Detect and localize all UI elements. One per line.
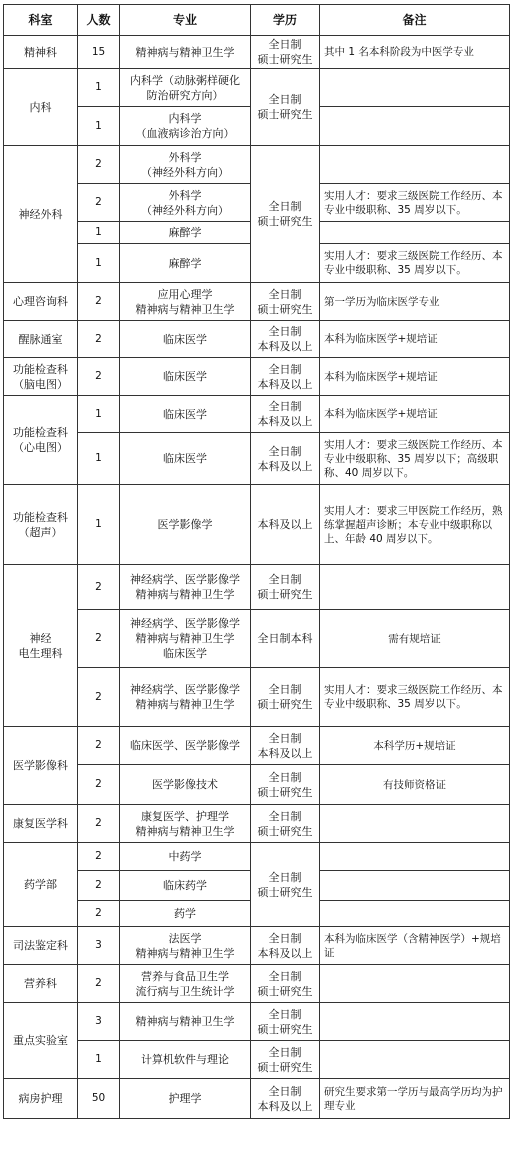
count-cell: 2	[78, 727, 120, 765]
major-cell: 临床医学、医学影像学	[120, 727, 251, 765]
count-cell: 1	[78, 396, 120, 433]
note-cell	[320, 146, 510, 184]
count-cell: 2	[78, 321, 120, 358]
dept-cell: 神经 电生理科	[4, 565, 78, 727]
education-cell: 全日制 本科及以上	[251, 927, 320, 965]
education-cell: 全日制 硕士研究生	[251, 283, 320, 321]
note-cell	[320, 565, 510, 610]
count-cell: 1	[78, 244, 120, 283]
note-cell: 需有规培证	[320, 610, 510, 668]
count-cell: 2	[78, 668, 120, 727]
major-cell: 神经病学、医学影像学 精神病与精神卫生学	[120, 565, 251, 610]
note-cell: 本科学历+规培证	[320, 727, 510, 765]
dept-cell: 精神科	[4, 36, 78, 69]
note-cell: 实用人才：要求三级医院工作经历、本专业中级职称、35 周岁以下。	[320, 184, 510, 222]
major-cell: 外科学 （神经外科方向）	[120, 184, 251, 222]
count-cell: 2	[78, 358, 120, 396]
count-cell: 1	[78, 433, 120, 485]
education-cell: 全日制 硕士研究生	[251, 69, 320, 146]
note-cell: 实用人才：要求三级医院工作经历、本专业中级职称、35 周岁以下；高级职称、40 周岁以下。	[320, 433, 510, 485]
major-cell: 中药学	[120, 843, 251, 871]
major-cell: 临床医学	[120, 396, 251, 433]
education-cell: 全日制 硕士研究生	[251, 843, 320, 927]
note-cell	[320, 107, 510, 146]
table-row	[4, 1041, 510, 1079]
count-cell: 3	[78, 927, 120, 965]
count-cell: 1	[78, 69, 120, 107]
note-cell	[320, 1003, 510, 1041]
major-cell: 营养与食品卫生学 流行病与卫生统计学	[120, 965, 251, 1003]
note-cell: 本科为临床医学+规培证	[320, 396, 510, 433]
major-cell: 外科学 （神经外科方向）	[120, 146, 251, 184]
count-cell: 2	[78, 610, 120, 668]
note-cell	[320, 901, 510, 927]
table-row	[4, 1003, 510, 1041]
note-cell: 实用人才：要求三级医院工作经历、本专业中级职称、35 周岁以下。	[320, 668, 510, 727]
education-cell: 全日制本科	[251, 610, 320, 668]
education-cell: 全日制 硕士研究生	[251, 146, 320, 283]
count-cell: 2	[78, 871, 120, 901]
table-row	[4, 69, 510, 107]
note-cell: 实用人才：要求三甲医院工作经历，熟练掌握超声诊断；本专业中级职称以上、年龄 40 周岁以下。	[320, 485, 510, 565]
major-cell: 精神病与精神卫生学	[120, 36, 251, 69]
table-row	[4, 668, 510, 727]
table-row	[4, 433, 510, 485]
education-cell: 全日制 硕士研究生	[251, 765, 320, 805]
header-education: 学历	[251, 5, 320, 36]
major-cell: 临床医学	[120, 358, 251, 396]
major-cell: 麻醉学	[120, 244, 251, 283]
education-cell: 全日制 硕士研究生	[251, 965, 320, 1003]
note-cell	[320, 965, 510, 1003]
count-cell: 1	[78, 1041, 120, 1079]
header-note: 备注	[320, 5, 510, 36]
table-row	[4, 485, 510, 565]
count-cell: 2	[78, 765, 120, 805]
major-cell: 临床医学	[120, 321, 251, 358]
education-cell: 全日制 硕士研究生	[251, 668, 320, 727]
major-cell: 神经病学、医学影像学 精神病与精神卫生学 临床医学	[120, 610, 251, 668]
major-cell: 法医学 精神病与精神卫生学	[120, 927, 251, 965]
count-cell: 50	[78, 1079, 120, 1119]
note-cell: 第一学历为临床医学专业	[320, 283, 510, 321]
note-cell: 本科为临床医学+规培证	[320, 358, 510, 396]
major-cell: 医学影像学	[120, 485, 251, 565]
major-cell: 医学影像技术	[120, 765, 251, 805]
count-cell: 2	[78, 283, 120, 321]
major-cell: 计算机软件与理论	[120, 1041, 251, 1079]
note-cell: 研究生要求第一学历与最高学历均为护理专业	[320, 1079, 510, 1119]
table-row	[4, 396, 510, 433]
table-row	[4, 36, 510, 69]
education-cell: 全日制 本科及以上	[251, 396, 320, 433]
note-cell	[320, 222, 510, 244]
note-cell	[320, 1041, 510, 1079]
table-row	[4, 843, 510, 871]
education-cell: 全日制 硕士研究生	[251, 36, 320, 69]
table-row	[4, 321, 510, 358]
education-cell: 全日制 本科及以上	[251, 727, 320, 765]
count-cell: 1	[78, 107, 120, 146]
header-major: 专业	[120, 5, 251, 36]
header-count: 人数	[78, 5, 120, 36]
count-cell: 2	[78, 146, 120, 184]
table-row	[4, 283, 510, 321]
major-cell: 精神病与精神卫生学	[120, 1003, 251, 1041]
note-cell: 本科为临床医学（含精神医学）+规培证	[320, 927, 510, 965]
major-cell: 内科学（动脉粥样硬化 防治研究方向）	[120, 69, 251, 107]
table-row	[4, 805, 510, 843]
table-row	[4, 565, 510, 610]
major-cell: 康复医学、护理学 精神病与精神卫生学	[120, 805, 251, 843]
education-cell: 本科及以上	[251, 485, 320, 565]
dept-cell: 司法鉴定科	[4, 927, 78, 965]
dept-cell: 病房护理	[4, 1079, 78, 1119]
table-row	[4, 610, 510, 668]
note-cell	[320, 843, 510, 871]
dept-cell: 医学影像科	[4, 727, 78, 805]
note-cell: 实用人才：要求三级医院工作经历、本专业中级职称、35 周岁以下。	[320, 244, 510, 283]
table-row	[4, 1079, 510, 1119]
education-cell: 全日制 硕士研究生	[251, 1003, 320, 1041]
count-cell: 2	[78, 843, 120, 871]
major-cell: 临床药学	[120, 871, 251, 901]
dept-cell: 功能检查科 （心电图）	[4, 396, 78, 485]
note-cell: 本科为临床医学+规培证	[320, 321, 510, 358]
major-cell: 应用心理学 精神病与精神卫生学	[120, 283, 251, 321]
count-cell: 2	[78, 965, 120, 1003]
education-cell: 全日制 本科及以上	[251, 358, 320, 396]
dept-cell: 内科	[4, 69, 78, 146]
major-cell: 临床医学	[120, 433, 251, 485]
dept-cell: 神经外科	[4, 146, 78, 283]
note-cell: 其中 1 名本科阶段为中医学专业	[320, 36, 510, 69]
count-cell: 1	[78, 222, 120, 244]
count-cell: 15	[78, 36, 120, 69]
count-cell: 1	[78, 485, 120, 565]
header-dept: 科室	[4, 5, 78, 36]
major-cell: 麻醉学	[120, 222, 251, 244]
count-cell: 2	[78, 805, 120, 843]
recruitment-table	[3, 4, 510, 1119]
note-cell	[320, 69, 510, 107]
dept-cell: 康复医学科	[4, 805, 78, 843]
table-row	[4, 765, 510, 805]
count-cell: 2	[78, 565, 120, 610]
dept-cell: 功能检查科 （脑电图）	[4, 358, 78, 396]
table-row	[4, 965, 510, 1003]
dept-cell: 醒脉通室	[4, 321, 78, 358]
major-cell: 内科学 （血液病诊治方向）	[120, 107, 251, 146]
education-cell: 全日制 本科及以上	[251, 1079, 320, 1119]
count-cell: 3	[78, 1003, 120, 1041]
major-cell: 药学	[120, 901, 251, 927]
header-row	[4, 5, 510, 36]
note-cell: 有技师资格证	[320, 765, 510, 805]
dept-cell: 药学部	[4, 843, 78, 927]
count-cell: 2	[78, 184, 120, 222]
table-row	[4, 358, 510, 396]
note-cell	[320, 805, 510, 843]
table-row	[4, 146, 510, 184]
education-cell: 全日制 硕士研究生	[251, 805, 320, 843]
count-cell: 2	[78, 901, 120, 927]
table-row	[4, 927, 510, 965]
table-row	[4, 727, 510, 765]
dept-cell: 营养科	[4, 965, 78, 1003]
major-cell: 神经病学、医学影像学 精神病与精神卫生学	[120, 668, 251, 727]
education-cell: 全日制 硕士研究生	[251, 565, 320, 610]
education-cell: 全日制 本科及以上	[251, 433, 320, 485]
education-cell: 全日制 本科及以上	[251, 321, 320, 358]
dept-cell: 功能检查科 （超声）	[4, 485, 78, 565]
dept-cell: 心理咨询科	[4, 283, 78, 321]
dept-cell: 重点实验室	[4, 1003, 78, 1079]
major-cell: 护理学	[120, 1079, 251, 1119]
note-cell	[320, 871, 510, 901]
education-cell: 全日制 硕士研究生	[251, 1041, 320, 1079]
